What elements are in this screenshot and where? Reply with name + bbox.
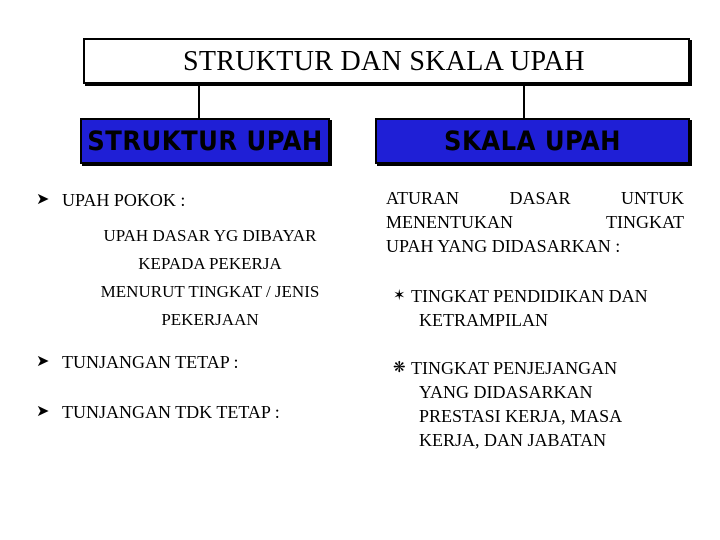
criteria-pendidikan: [393, 284, 648, 332]
arrow-right-icon: ➤: [36, 353, 50, 370]
intro-word: UNTUK: [621, 188, 684, 208]
criteria-penjejangan: [393, 356, 622, 452]
intro-word: ATURAN: [386, 188, 460, 208]
header-skala-upah: [375, 118, 690, 164]
bullet-label: UPAH POKOK :: [62, 190, 186, 210]
criteria-line: TINGKAT PENJEJANGAN: [411, 358, 618, 378]
bullet-upah-pokok: [36, 190, 185, 210]
connector-left: [198, 84, 200, 118]
intro-word: MENENTUKAN: [386, 212, 513, 232]
intro-word: DASAR: [509, 188, 571, 208]
criteria-line: PRESTASI KERJA, MASA: [419, 406, 623, 426]
star-icon: ✶: [393, 288, 406, 304]
criteria-line: YANG DIDASARKAN: [419, 382, 593, 402]
upah-pokok-description: [66, 222, 354, 334]
description-line: UPAH DASAR YG DIBAYAR: [103, 226, 317, 245]
intro-line-1: [386, 186, 684, 210]
connector-right: [523, 84, 525, 118]
star-icon: ❋: [393, 360, 406, 376]
header-struktur-upah: [80, 118, 330, 164]
criteria-line: KERJA, DAN JABATAN: [419, 430, 607, 450]
bullet-label: TUNJANGAN TDK TETAP :: [62, 402, 280, 422]
intro-word: TINGKAT: [606, 212, 684, 232]
criteria-line: TINGKAT PENDIDIKAN DAN: [411, 286, 648, 306]
arrow-right-icon: ➤: [36, 191, 50, 208]
bullet-tunjangan-tetap: [36, 352, 239, 372]
intro-line-3: UPAH YANG DIDASARKAN :: [386, 236, 621, 256]
header-skala-upah-label: SKALA UPAH: [443, 125, 622, 157]
skala-upah-intro: [386, 186, 684, 258]
description-line: PEKERJAAN: [161, 310, 259, 329]
description-line: KEPADA PEKERJA: [138, 254, 282, 273]
arrow-right-icon: ➤: [36, 403, 50, 420]
diagram-title: STRUKTUR DAN SKALA UPAH: [183, 46, 585, 77]
intro-line-2: [386, 210, 684, 234]
bullet-tunjangan-tdk-tetap: [36, 402, 280, 422]
header-struktur-upah-label: STRUKTUR UPAH: [87, 125, 323, 157]
bullet-label: TUNJANGAN TETAP :: [62, 352, 239, 372]
description-line: MENURUT TINGKAT / JENIS: [100, 282, 320, 301]
title-box: [83, 38, 690, 84]
criteria-line: KETRAMPILAN: [419, 310, 548, 330]
